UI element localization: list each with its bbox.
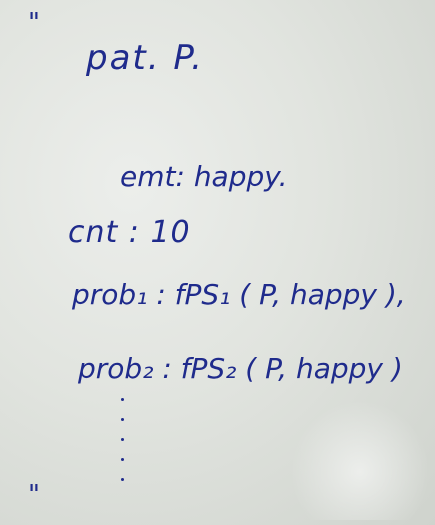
handwritten-line-pat: pat. P. bbox=[86, 38, 204, 78]
handwritten-line-prob1: prob₁ : fPS₁ ( P, happy ), bbox=[72, 278, 406, 311]
light-glare bbox=[290, 400, 430, 520]
vertical-ellipsis bbox=[118, 398, 128, 498]
handwritten-line-emt: emt: happy. bbox=[120, 160, 288, 193]
opening-quote-mark: " bbox=[28, 8, 40, 38]
closing-quote-mark: " bbox=[28, 480, 40, 510]
handwritten-line-cnt: cnt : 10 bbox=[68, 215, 191, 250]
handwritten-line-prob2: prob₂ : fPS₂ ( P, happy ) bbox=[78, 352, 403, 385]
